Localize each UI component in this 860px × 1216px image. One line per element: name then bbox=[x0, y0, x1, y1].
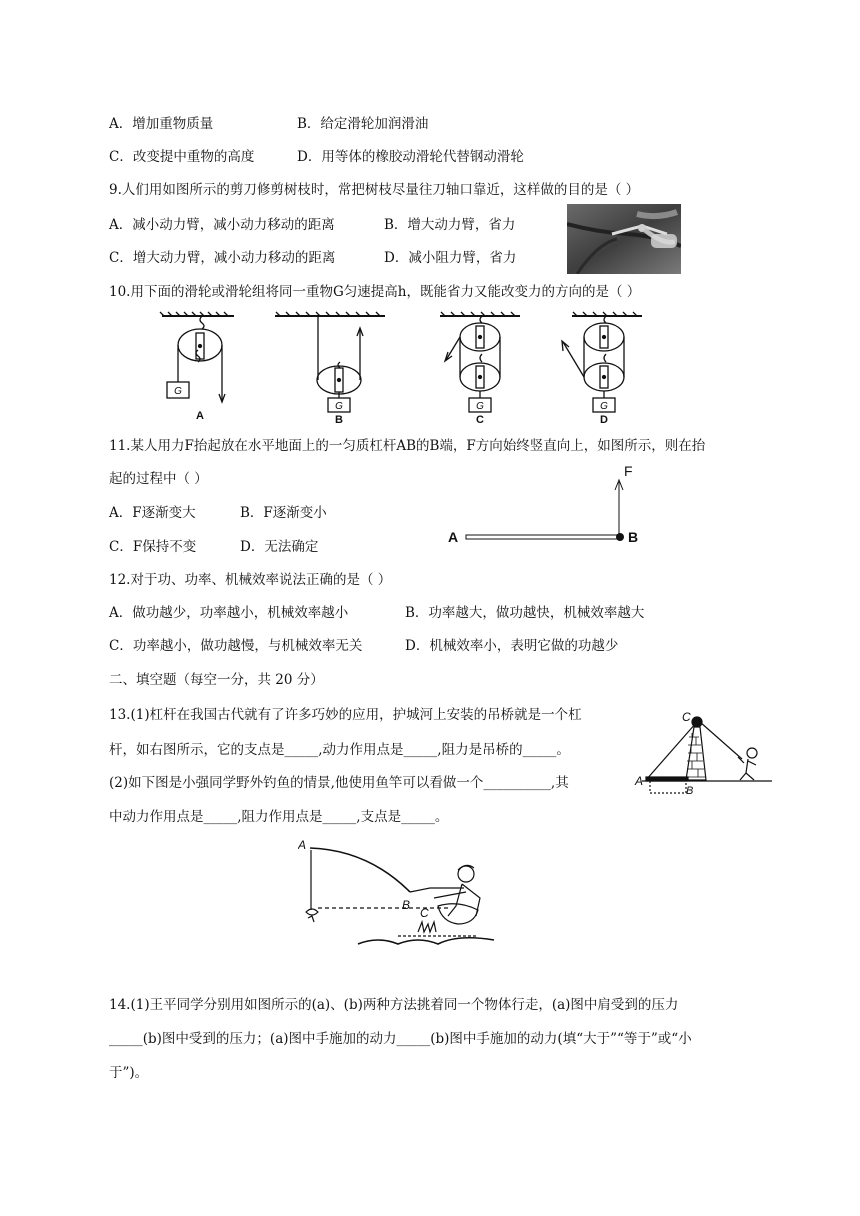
q11-option-c: C．F保持不变 bbox=[109, 539, 197, 555]
q9-stem: 9.人们用如图所示的剪刀修剪树枝时，常把树枝尽量往刀轴口靠近，这样做的目的是（ ） bbox=[109, 182, 640, 198]
section-2-heading: 二、填空题（每空一分，共 20 分） bbox=[109, 672, 324, 688]
pulley-b bbox=[275, 312, 385, 425]
pulley-a-weight-label: G bbox=[174, 386, 182, 397]
lever-point-a-label: A bbox=[448, 529, 459, 545]
q14-line2: _____(b)图中受到的压力；(a)图中手施加的动力_____(b)图中手施加的动力(填“大于”“等于”或“小 bbox=[109, 1031, 692, 1047]
pulley-c-label: C bbox=[476, 414, 484, 425]
q11-option-d: D．无法确定 bbox=[240, 539, 319, 555]
q12-option-a: A．做功越少，功率越小，机械效率越小 bbox=[109, 605, 349, 621]
pulley-c bbox=[440, 312, 520, 425]
bridge-point-c-label: C bbox=[682, 710, 691, 724]
q14-line1: 14.(1)王平同学分别用如图所示的(a)、(b)两种方法挑着同一个物体行走，(a)图中肩受到的压力 bbox=[109, 997, 679, 1013]
q8-option-a: A．增加重物质量 bbox=[109, 116, 214, 132]
q12-option-d: D．机械效率小，表明它做的功越少 bbox=[405, 638, 619, 654]
lever-bar bbox=[466, 535, 619, 539]
pulley-d-weight-label: G bbox=[600, 401, 608, 412]
pulley-a-label: A bbox=[196, 410, 204, 422]
fishing-figure bbox=[298, 836, 503, 950]
pulley-d bbox=[562, 312, 642, 425]
pulley-b-label: B bbox=[335, 414, 343, 425]
lever-ab-figure bbox=[440, 460, 650, 552]
q12-stem: 12.对于功、功率、机械效率说法正确的是（ ） bbox=[109, 572, 392, 588]
pulley-b-weight-label: G bbox=[335, 401, 343, 412]
pulley-figure bbox=[150, 310, 650, 425]
q12-option-b: B．功率越大，做功越快，机械效率越大 bbox=[405, 605, 645, 621]
fishing-point-c-label: C bbox=[420, 906, 429, 920]
lever-point-b-label: B bbox=[628, 529, 639, 545]
q9-option-b: B．增大动力臂，省力 bbox=[384, 217, 516, 233]
q8-option-d: D．用等体的橡胶动滑轮代替钢动滑轮 bbox=[297, 149, 524, 165]
lever-force-f-label: F bbox=[624, 463, 633, 479]
q11-option-a: A．F逐渐变大 bbox=[109, 505, 196, 521]
pulley-d-label: D bbox=[600, 414, 608, 425]
drawbridge-figure bbox=[634, 707, 774, 802]
q8-option-b: B．给定滑轮加润滑油 bbox=[297, 116, 429, 132]
bridge-point-b-label: B bbox=[686, 785, 694, 797]
q9-option-a: A．减小动力臂，减小动力移动的距离 bbox=[109, 217, 335, 233]
q8-option-c: C．改变提中重物的高度 bbox=[109, 149, 255, 165]
fishing-point-b-label: B bbox=[402, 898, 411, 912]
q9-option-c: C．增大动力臂，减小动力移动的距离 bbox=[109, 250, 336, 266]
q13-line4: 中动力作用点是_____,阻力作用点是_____,支点是_____。 bbox=[109, 809, 449, 825]
q9-option-d: D．减小阻力臂，省力 bbox=[384, 250, 517, 266]
fishing-point-a-label: A bbox=[298, 838, 307, 852]
q11-stem-line2: 起的过程中（ ） bbox=[109, 471, 208, 487]
lever-end-b-dot bbox=[616, 533, 624, 541]
q13-line1: 13.(1)杠杆在我国古代就有了许多巧妙的应用，护城河上安装的吊桥就是一个杠 bbox=[109, 707, 582, 723]
q12-option-c: C．功率越小，做功越慢，与机械效率无关 bbox=[109, 638, 363, 654]
q13-line2: 杆，如右图所示，它的支点是_____,动力作用点是_____,阻力是吊桥的_____。 bbox=[109, 742, 570, 758]
q14-line3: 于”)。 bbox=[109, 1065, 149, 1081]
q13-line3: (2)如下图是小强同学野外钓鱼的情景,他使用鱼竿可以看做一个__________,其 bbox=[109, 775, 569, 791]
q11-option-b: B．F逐渐变小 bbox=[240, 505, 327, 521]
q11-stem-line1: 11.某人用力F抬起放在水平地面上的一匀质杠杆AB的B端，F方向始终竖直向上，如图所示，则在抬 bbox=[109, 438, 706, 454]
scissors-photo bbox=[567, 204, 681, 274]
bridge-point-a-label: A bbox=[635, 774, 644, 788]
pulley-a bbox=[160, 312, 234, 422]
pulley-c-weight-label: G bbox=[476, 401, 484, 412]
q10-stem: 10.用下面的滑轮或滑轮组将同一重物G匀速提高h，既能省力又能改变力的方向的是（ ） bbox=[109, 284, 641, 300]
